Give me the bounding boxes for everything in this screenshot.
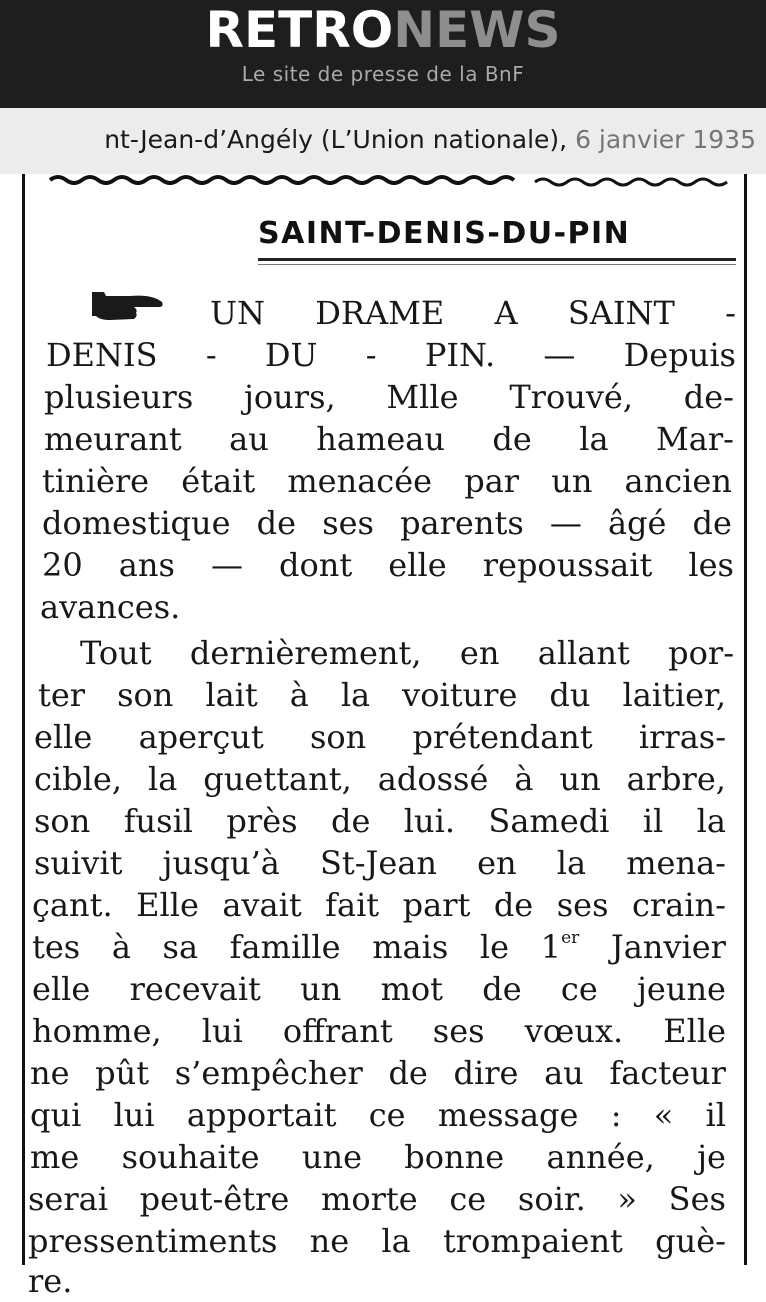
source-bar: [0, 108, 766, 174]
article-word: pressentiments: [28, 1222, 278, 1260]
article-word: âgé: [607, 504, 667, 542]
article-line: [28, 1260, 72, 1302]
article-word: elle: [32, 970, 91, 1008]
article-line: [38, 674, 726, 716]
article-line: [34, 842, 726, 884]
article-word: un: [559, 760, 601, 798]
column-rule-left: [22, 174, 25, 1265]
article-line: [28, 1178, 726, 1220]
ornamental-border: [50, 174, 730, 190]
article-word: lui: [201, 1012, 243, 1050]
article-word: Tout: [80, 634, 152, 672]
article-word: Mar-: [656, 420, 734, 458]
article-word: «: [653, 1096, 674, 1134]
article-line: [42, 544, 734, 586]
article-word: laitier,: [622, 676, 726, 714]
article-word: souhaite: [121, 1138, 260, 1176]
article-word: 1er: [540, 928, 580, 966]
article-word: Trouvé,: [509, 378, 634, 416]
article-word: ancien: [624, 462, 732, 500]
heading-rule-thin: [258, 264, 736, 265]
article-word: facteur: [609, 1054, 726, 1092]
article-word: çant.: [32, 886, 113, 924]
article-word: ter: [38, 676, 86, 714]
article-word: serai: [28, 1180, 108, 1218]
article-word: 20: [42, 546, 83, 584]
article-word: DRAME: [315, 294, 445, 332]
article-word: fait: [325, 886, 380, 924]
article-line: [34, 716, 726, 758]
article-word: irras-: [638, 718, 726, 756]
article-word: DENIS: [46, 336, 158, 374]
pointing-hand-icon: [90, 288, 166, 324]
article-word: par: [464, 462, 520, 500]
article-word: allant: [537, 634, 630, 672]
article-word: Mlle: [386, 378, 459, 416]
article-word: meurant: [44, 420, 182, 458]
article-word: près: [226, 802, 298, 840]
article-line: [32, 926, 726, 968]
article-word: du: [549, 676, 591, 714]
article-word: ans: [118, 546, 175, 584]
article-word: arbre,: [626, 760, 726, 798]
article-word: de: [256, 504, 297, 542]
article-word: A: [494, 294, 518, 332]
article-word: tes: [32, 928, 81, 966]
article-word: -: [725, 294, 736, 332]
article-word: la: [579, 420, 609, 458]
article-word: plusieurs: [44, 378, 194, 416]
article-word: crain-: [631, 886, 726, 924]
article-word: por-: [668, 634, 734, 672]
article-word: la: [147, 760, 178, 798]
article-word: avances.: [40, 588, 181, 626]
article-word: ses: [556, 886, 609, 924]
article-word: s’empêcher: [174, 1054, 363, 1092]
article-word: Elle: [136, 886, 199, 924]
article-word: jusqu’à: [162, 844, 280, 882]
article-word: la: [340, 676, 371, 714]
article-word: peut-être: [139, 1180, 290, 1218]
article-line: [42, 460, 732, 502]
ordinal-suffix: er: [561, 928, 580, 948]
article-word: guè-: [655, 1222, 726, 1260]
source-citation: [104, 125, 756, 154]
article-word: hameau: [316, 420, 445, 458]
article-word: lait: [205, 676, 258, 714]
article-word: prétendant: [412, 718, 593, 756]
article-word: un: [551, 462, 593, 500]
article-word: son: [117, 676, 174, 714]
article-word: année,: [546, 1138, 655, 1176]
article-word: à: [289, 676, 309, 714]
article-word: la: [381, 1222, 411, 1260]
article-word: dernièrement,: [189, 634, 422, 672]
article-line: [32, 968, 726, 1010]
article-word: de: [492, 420, 532, 458]
article-word: parents: [400, 504, 524, 542]
article-word: SAINT: [567, 294, 675, 332]
article-line: [32, 884, 726, 926]
article-word: cible,: [34, 760, 122, 798]
article-word: jeune: [636, 970, 726, 1008]
article-word: lui: [113, 1096, 155, 1134]
article-word: je: [697, 1138, 726, 1176]
publication-name[interactable]: nt-Jean-d’Angély (L’Union nationale),: [104, 125, 568, 154]
article-word: re.: [28, 1262, 73, 1300]
article-word: avait: [222, 886, 302, 924]
article-word: domestique: [42, 504, 231, 542]
article-word: offrant: [282, 1012, 393, 1050]
article-word: sa: [162, 928, 199, 966]
site-header: [0, 0, 766, 108]
article-word: mais: [372, 928, 449, 966]
article-line: [28, 1220, 726, 1262]
site-tagline: Le site de presse de la BnF: [241, 62, 525, 86]
retronews-logo[interactable]: [0, 2, 766, 58]
article-word: —: [543, 336, 576, 374]
newspaper-scan: [0, 174, 766, 1300]
article-word: »: [617, 1180, 637, 1218]
article-word: Samedi: [488, 802, 610, 840]
column-rule-right: [744, 174, 747, 1265]
article-word: la: [556, 844, 587, 882]
article-word: il: [705, 1096, 726, 1134]
article-word: St-Jean: [319, 844, 437, 882]
article-word: aperçut: [138, 718, 264, 756]
article-word: ne: [30, 1054, 70, 1092]
article-word: à: [111, 928, 131, 966]
article-line: [30, 1136, 726, 1178]
article-line: [42, 502, 732, 544]
article-word: ses: [432, 1012, 485, 1050]
heading-rule: [258, 258, 736, 261]
article-line: [32, 1010, 726, 1052]
article-word: de: [482, 970, 522, 1008]
article-word: message: [437, 1096, 579, 1134]
article-line: [30, 1094, 726, 1136]
article-word: menacée: [287, 462, 433, 500]
article-word: ne: [309, 1222, 350, 1260]
article-word: qui: [30, 1096, 82, 1134]
article-heading: SAINT-DENIS-DU-PIN: [258, 216, 631, 251]
article-word: un: [300, 970, 342, 1008]
article-line: [210, 292, 736, 334]
article-word: UN: [210, 294, 265, 332]
article-word: ce: [368, 1096, 406, 1134]
article-word: guettant,: [203, 760, 352, 798]
article-word: les: [688, 546, 734, 584]
article-word: de-: [683, 378, 734, 416]
article-word: lui.: [403, 802, 456, 840]
article-word: vœux.: [524, 1012, 624, 1050]
article-word: —: [549, 504, 582, 542]
article-word: Elle: [663, 1012, 726, 1050]
article-word: ce: [560, 970, 598, 1008]
article-word: pût: [95, 1054, 150, 1092]
article-line: [40, 586, 180, 628]
article-word: :: [610, 1096, 622, 1134]
article-word: de: [692, 504, 732, 542]
article-word: le: [479, 928, 510, 966]
publication-date[interactable]: 6 janvier 1935: [575, 125, 756, 154]
article-word: son: [34, 802, 91, 840]
article-line: [30, 1052, 726, 1094]
article-word: dire: [453, 1054, 519, 1092]
article-word: au: [229, 420, 269, 458]
article-line: [34, 758, 726, 800]
article-word: suivit: [34, 844, 123, 882]
article-word: -: [205, 336, 217, 374]
article-word: en: [459, 634, 500, 672]
article-word: me: [30, 1138, 80, 1176]
article-word: tinière: [42, 462, 150, 500]
article-word: Ses: [668, 1180, 726, 1218]
article-word: recevait: [129, 970, 261, 1008]
article-word: morte: [321, 1180, 418, 1218]
article-word: homme,: [32, 1012, 162, 1050]
article-word: trompaient: [442, 1222, 623, 1260]
article-line: [44, 418, 734, 460]
article-word: famille: [229, 928, 341, 966]
article-word: apportait: [186, 1096, 337, 1134]
article-word: Janvier: [610, 928, 726, 966]
article-word: une: [301, 1138, 363, 1176]
article-word: elle: [34, 718, 93, 756]
article-word: de: [330, 802, 371, 840]
logo-news: NEWS: [393, 1, 561, 59]
article-word: adossé: [377, 760, 489, 798]
article-line: [44, 376, 734, 418]
article-word: soir.: [517, 1180, 586, 1218]
article-word: Depuis: [623, 336, 736, 374]
article-word: part: [402, 886, 471, 924]
article-word: son: [309, 718, 367, 756]
article-word: -: [365, 336, 377, 374]
article-word: ses: [322, 504, 374, 542]
article-line: [46, 334, 736, 376]
article-word: repoussait: [482, 546, 653, 584]
article-word: ce: [449, 1180, 487, 1218]
article-line: [80, 632, 734, 674]
article-word: en: [477, 844, 517, 882]
article-word: de: [388, 1054, 428, 1092]
article-word: voiture: [402, 676, 518, 714]
article-word: —: [210, 546, 243, 584]
logo-retro: RETRO: [205, 1, 394, 59]
article-word: DU: [264, 336, 318, 374]
article-word: il: [642, 802, 664, 840]
article-word: jours,: [243, 378, 336, 416]
article-word: PIN.: [424, 336, 496, 374]
article-word: la: [696, 802, 726, 840]
article-word: mena-: [626, 844, 726, 882]
article-line: [34, 800, 726, 842]
article-word: elle: [388, 546, 447, 584]
article-word: bonne: [404, 1138, 505, 1176]
article-word: mot: [380, 970, 444, 1008]
article-word: à: [514, 760, 534, 798]
article-word: de: [493, 886, 534, 924]
article-word: au: [544, 1054, 584, 1092]
article-word: fusil: [123, 802, 194, 840]
article-word: dont: [279, 546, 353, 584]
article-word: était: [181, 462, 256, 500]
